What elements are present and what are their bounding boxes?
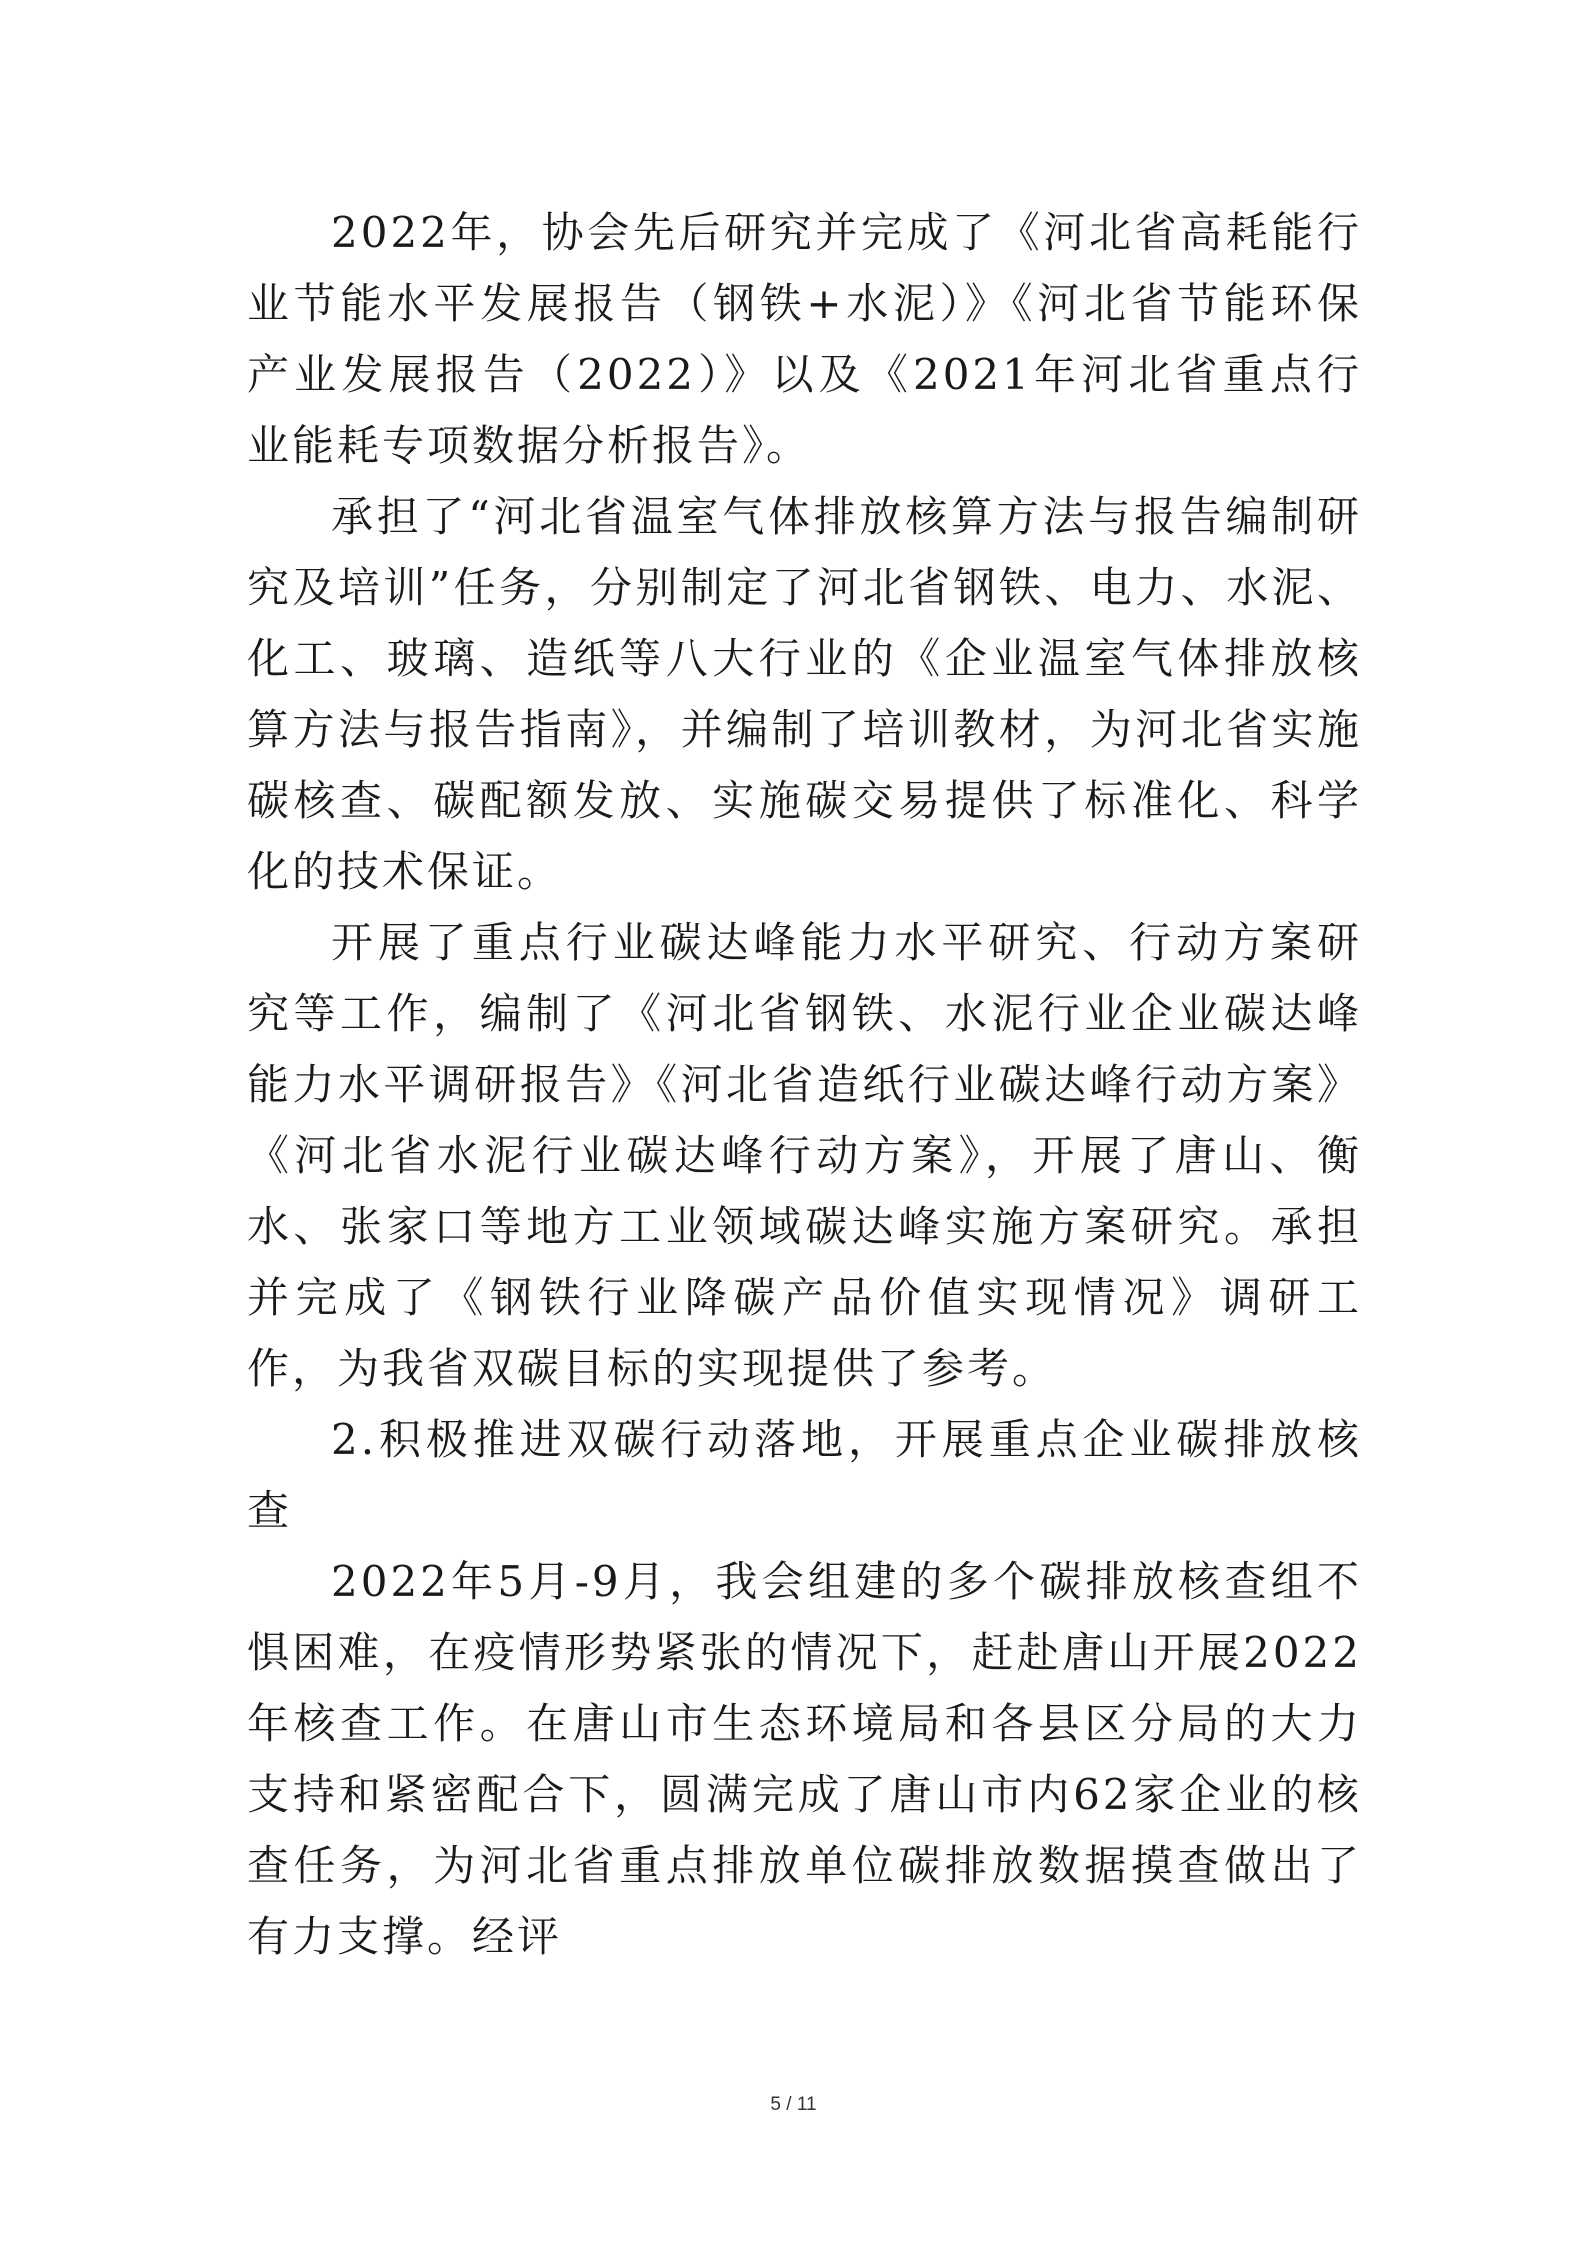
section-heading: 2.积极推进双碳行动落地，开展重点企业碳排放核查	[247, 1415, 1362, 1535]
page-number: 5 / 11	[770, 2094, 817, 2115]
paragraph-ghg-accounting: 承担了“河北省温室气体排放核算方法与报告编制研究及培训”任务，分别制定了河北省钢铁、电力、水泥、化工、玻璃、造纸等八大行业的《企业温室气体排放核算方法与报告指南》，并编制了培训教材，为河北省实施碳核查、碳配额发放、实施碳交易提供了标准化、科学化的技术保证。	[247, 492, 1362, 896]
document-body	[247, 197, 1362, 1972]
paragraph-carbon-peak-research: 开展了重点行业碳达峰能力水平研究、行动方案研究等工作，编制了《河北省钢铁、水泥行业企业碳达峰能力水平调研报告》《河北省造纸行业碳达峰行动方案》《河北省水泥行业碳达峰行动方案》，开展了唐山、衡水、张家口等地方工业领域碳达峰实施方案研究。承担并完成了《钢铁行业降碳产品价值实现情况》调研工作，为我省双碳目标的实现提供了参考。	[247, 918, 1362, 1393]
paragraph-verification: 2022年5月-9月，我会组建的多个碳排放核查组不惧困难，在疫情形势紧张的情况下，赶赴唐山开展2022年核查工作。在唐山市生态环境局和各县区分局的大力支持和紧密配合下，圆满完成了唐山市内62家企业的核查任务，为河北省重点排放单位碳排放数据摸查做出了有力支撑。经评	[247, 1557, 1362, 1961]
paragraph-reports: 2022年，协会先后研究并完成了《河北省高耗能行业节能水平发展报告（钢铁+水泥）》《河北省节能环保产业发展报告（2022）》以及《2021年河北省重点行业能耗专项数据分析报告》。	[247, 208, 1362, 470]
